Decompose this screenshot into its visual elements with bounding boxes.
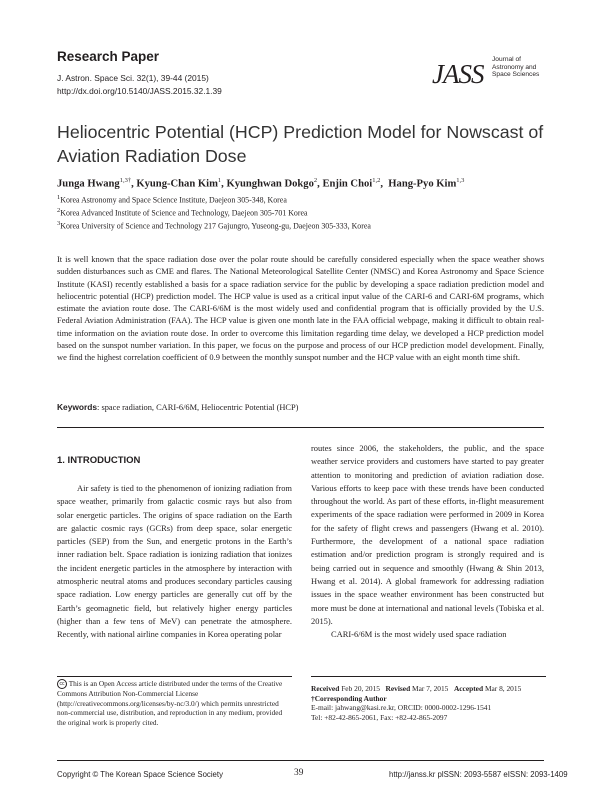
keywords (57, 402, 298, 412)
divider (57, 676, 292, 677)
paper-title (57, 120, 557, 168)
logo-subtitle-line: Space Sciences (492, 71, 540, 79)
doi-link[interactable]: http://dx.doi.org/10.5140/JASS.2015.32.1.39 (57, 86, 222, 96)
license-notice (57, 679, 292, 727)
logo-subtitle (492, 56, 552, 79)
author-name: Hang-Pyo Kim (388, 178, 457, 190)
keywords-label: Keywords (57, 402, 98, 412)
affiliation-text: Korea University of Science and Technology 217 Gajungro, Yuseong-gu, Daejeon 305-333, Korea (60, 221, 371, 231)
accepted-label: Accepted (453, 684, 484, 693)
corresponding-phone: Tel: +82-42-865-2061, Fax: +82-42-865-2097 (311, 712, 448, 722)
author-affil: 1,2 (372, 177, 381, 184)
affiliation (57, 207, 308, 218)
journal-logo (432, 55, 552, 95)
section-heading: 1. INTRODUCTION (57, 455, 141, 466)
footer-divider (57, 760, 544, 761)
affiliation-text: Korea Advanced Institute of Science and Technology, Daejeon 305-701 Korea (60, 208, 308, 218)
body-paragraph: Air safety is tied to the phenomenon of ionizing radiation from space weather, primarily from galactic cosmic rays but also from solar energetic particles. The origins of space radiation on the Earth are galactic cosmic rays (GCRs) from deep space, solar energetic particles (SEP) from the Sun, and energetic protons in the Earth’s inner radiation belt. Space radiation is ionizing radiation that ionizes the incident energetic particles in the atmosphere by interaction with atmospheric neutral atoms and produces secondary particles causing space radiation. Low energy particles are generally cut off by the Earth’s geomagnetic field, but relatively higher energy particles (higher than a few tens of MeV) can penetrate the atmosphere. Recently, with national airline companies in Korea operating polar (57, 483, 292, 640)
affiliation (57, 220, 371, 231)
logo-subtitle-line: Journal of (492, 56, 521, 63)
corresponding-label: †Corresponding Author (311, 693, 387, 703)
title-line: Aviation Radiation Dose (57, 146, 247, 166)
received-label: Received (311, 684, 340, 693)
revised-date: Mar 7, 2015 (412, 684, 449, 693)
article-type: Research Paper (57, 49, 160, 64)
accepted-date: Mar 8, 2015 (484, 684, 522, 693)
abstract: It is well known that the space radiation dose over the polar route should be carefully considered especially when the space weather shows sudden disturbances such as CME and flares. The National Meteorological Satellite Center (NMSC) and Korea Astronomy and Space Science Institute (KASI) recently established a basis for a space radiation service for the public by developing a space radiation prediction model and heliocentric potential (HCP) prediction model. The HCP value is used as a critical input value of the CARI-6 and CARI-6M programs, which estimate the aviation route dose. The CARI-6/6M is the most widely used and confidential program that is officially provided by the U.S. Federal Aviation Administration (FAA). The HCP value is given one month late in the FAA official webpage, making it difficult to obtain real-time information on the aviation route dose. In order to overcome this limitation regarding time delay, we developed a HCP prediction model based on the sunspot number variation. In this paper, we focus on the purpose and process of our HCP prediction model development. Finally, we find the highest correlation coefficient of 0.9 between the monthly sunspot number and the HCP value with an eight month time shift. (57, 254, 544, 363)
logo-subtitle-line: Astronomy and (492, 63, 537, 71)
article-history (311, 684, 546, 722)
title-line: Heliocentric Potential (HCP) Prediction Model for Nowscast of (57, 122, 544, 142)
page-number: 39 (294, 768, 304, 778)
divider (311, 676, 546, 677)
affiliation-text: Korea Astronomy and Space Science Institute, Daejeon 305-348, Korea (60, 195, 287, 205)
author-list: Junga Hwang$^{1,3\dagger}$, Kyung-Chan Kim$^1$, Kyunghwan Dokgo$^2$, Enjin Choi$^{1,2}$, Hang-Pyo Kim$^{1,3}$ (57, 177, 465, 190)
affiliation-number: 3 (57, 220, 61, 227)
divider (57, 427, 544, 428)
keywords-text: : space radiation, CARI-6/6M, Heliocentric Potential (HCP) (97, 403, 299, 412)
author-affil: 1 (217, 177, 222, 184)
author-name: Enjin Choi (322, 178, 373, 190)
body-paragraph: CARI-6/6M is the most widely used space radiation (331, 629, 507, 640)
received-date: Feb 20, 2015 (341, 684, 380, 693)
author-affil: 1,3† (119, 177, 132, 184)
author-name: Kyung-Chan Kim (136, 178, 218, 190)
copyright: Copyright © The Korean Space Science Society (57, 770, 223, 779)
citation: J. Astron. Space Sci. 32(1), 39-44 (2015) (57, 73, 209, 83)
affiliation-number: 1 (57, 194, 61, 201)
body-paragraph: routes since 2006, the stakeholders, the public, and the space weather service providers and customers have started to pay greater attention to monitoring and prediction of aviation radiation dose. Various efforts to keep pace with these trends have been conducted throughout the world. As part of these efforts, in-flight measurement experiments of the space radiation were performed in 2009 in Korea for the safety of flight crews and passengers (Hwang et al. 2010). Furthermore, the development of a national space radiation estimation and/or prediction program is strongly required and is being carried out in sequence and smoothly (Hwang & Shin 2013, Hwang et al. 2014). A global framework for addressing radiation issues in the space weather environment has been constructed but more must be done at international and national levels (Tobiska et al. 2015). (311, 443, 544, 626)
revised-label: Revised (385, 684, 411, 693)
logo-wordmark: JASS (432, 59, 484, 89)
corresponding-email[interactable]: E-mail: jahwang@kasi.re.kr, ORCID: 0000-0002-1296-1541 (311, 703, 492, 713)
affiliation (57, 194, 287, 205)
license-text: This is an Open Access article distributed under the terms of the Creative Commons Attribution Non-Commercial License (http://creativecommons.org/licenses/by-nc/3.0/) which permits unrestricted non-commercial use, distribution, and reproduction in any medium, provided the original work is properly cited. (57, 679, 283, 727)
body-column-left (57, 482, 292, 642)
author-name: Junga Hwang (57, 178, 120, 190)
author-affil: 2 (313, 177, 318, 184)
dates-line (311, 684, 546, 694)
creative-commons-icon: cc (57, 679, 67, 689)
author-affil: 1,3 (456, 177, 465, 184)
author-name: Kyunghwan Dokgo (226, 178, 314, 190)
issn-info[interactable]: http://janss.kr plSSN: 2093-5587 eISSN: 2093-1409 (389, 770, 568, 779)
affiliation-number: 2 (57, 207, 61, 214)
body-column-right (311, 442, 544, 641)
